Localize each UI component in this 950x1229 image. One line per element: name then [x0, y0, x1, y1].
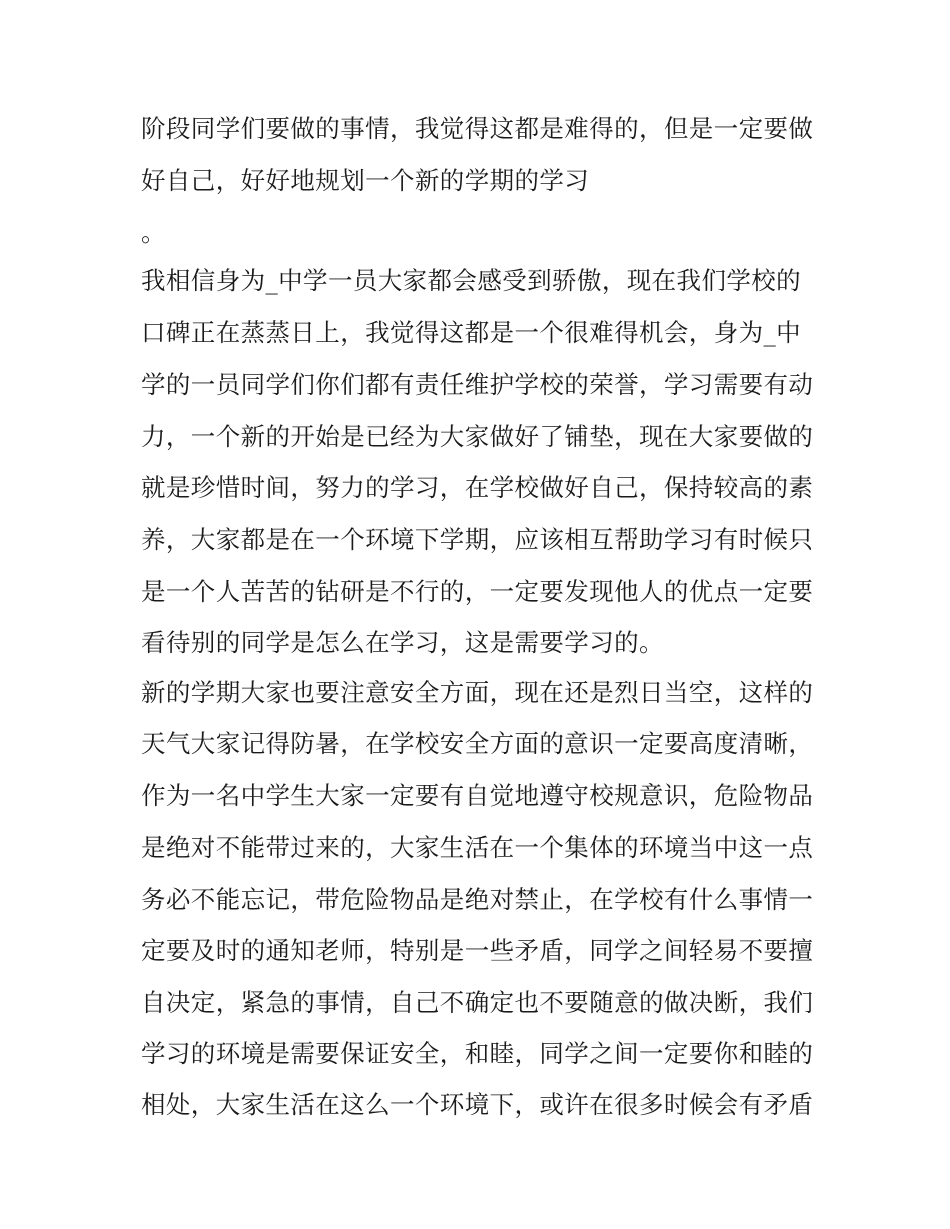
- text-line: 我相信身为_中学一员大家都会感受到骄傲，现在我们学校的: [141, 266, 802, 295]
- text-line: 就是珍惜时间，努力的学习，在学校做好自己，保持较高的素: [141, 473, 814, 502]
- text-line: 。: [141, 218, 166, 247]
- text-line: 口碑正在蒸蒸日上，我觉得这都是一个很难得机会，身为_中: [141, 318, 802, 347]
- text-line: 定要及时的通知老师，特别是一些矛盾，同学之间轻易不要擅: [141, 936, 814, 965]
- text-line: 养，大家都是在一个环境下学期，应该相互帮助学习有时候只: [141, 525, 814, 554]
- text-line: 是绝对不能带过来的，大家生活在一个集体的环境当中这一点: [141, 833, 814, 862]
- text-line: 新的学期大家也要注意安全方面，现在还是烈日当空，这样的: [141, 678, 814, 707]
- text-line: 阶段同学们要做的事情，我觉得这都是难得的，但是一定要做: [141, 114, 814, 143]
- text-line: 务必不能忘记，带危险物品是绝对禁止，在学校有什么事情一: [141, 885, 814, 914]
- text-line: 力，一个新的开始是已经为大家做好了铺垫，现在大家要做的: [141, 422, 814, 451]
- text-line: 看待别的同学是怎么在学习，这是需要学习的。: [141, 628, 664, 657]
- text-line: 自决定，紧急的事情，自己不确定也不要随意的做决断，我们: [141, 988, 814, 1017]
- text-line: 作为一名中学生大家一定要有自觉地遵守校规意识，危险物品: [141, 781, 814, 810]
- text-line: 相处，大家生活在这么一个环境下，或许在很多时候会有矛盾: [141, 1090, 814, 1119]
- text-line: 好自己，好好地规划一个新的学期的学习: [141, 166, 590, 195]
- text-line: 学习的环境是需要保证安全，和睦，同学之间一定要你和睦的: [141, 1039, 814, 1068]
- text-line: 是一个人苦苦的钻研是不行的，一定要发现他人的优点一定要: [141, 577, 814, 606]
- text-line: 学的一员同学们你们都有责任维护学校的荣誉，学习需要有动: [141, 370, 814, 399]
- text-line: 天气大家记得防暑，在学校安全方面的意识一定要高度清晰，: [141, 729, 814, 758]
